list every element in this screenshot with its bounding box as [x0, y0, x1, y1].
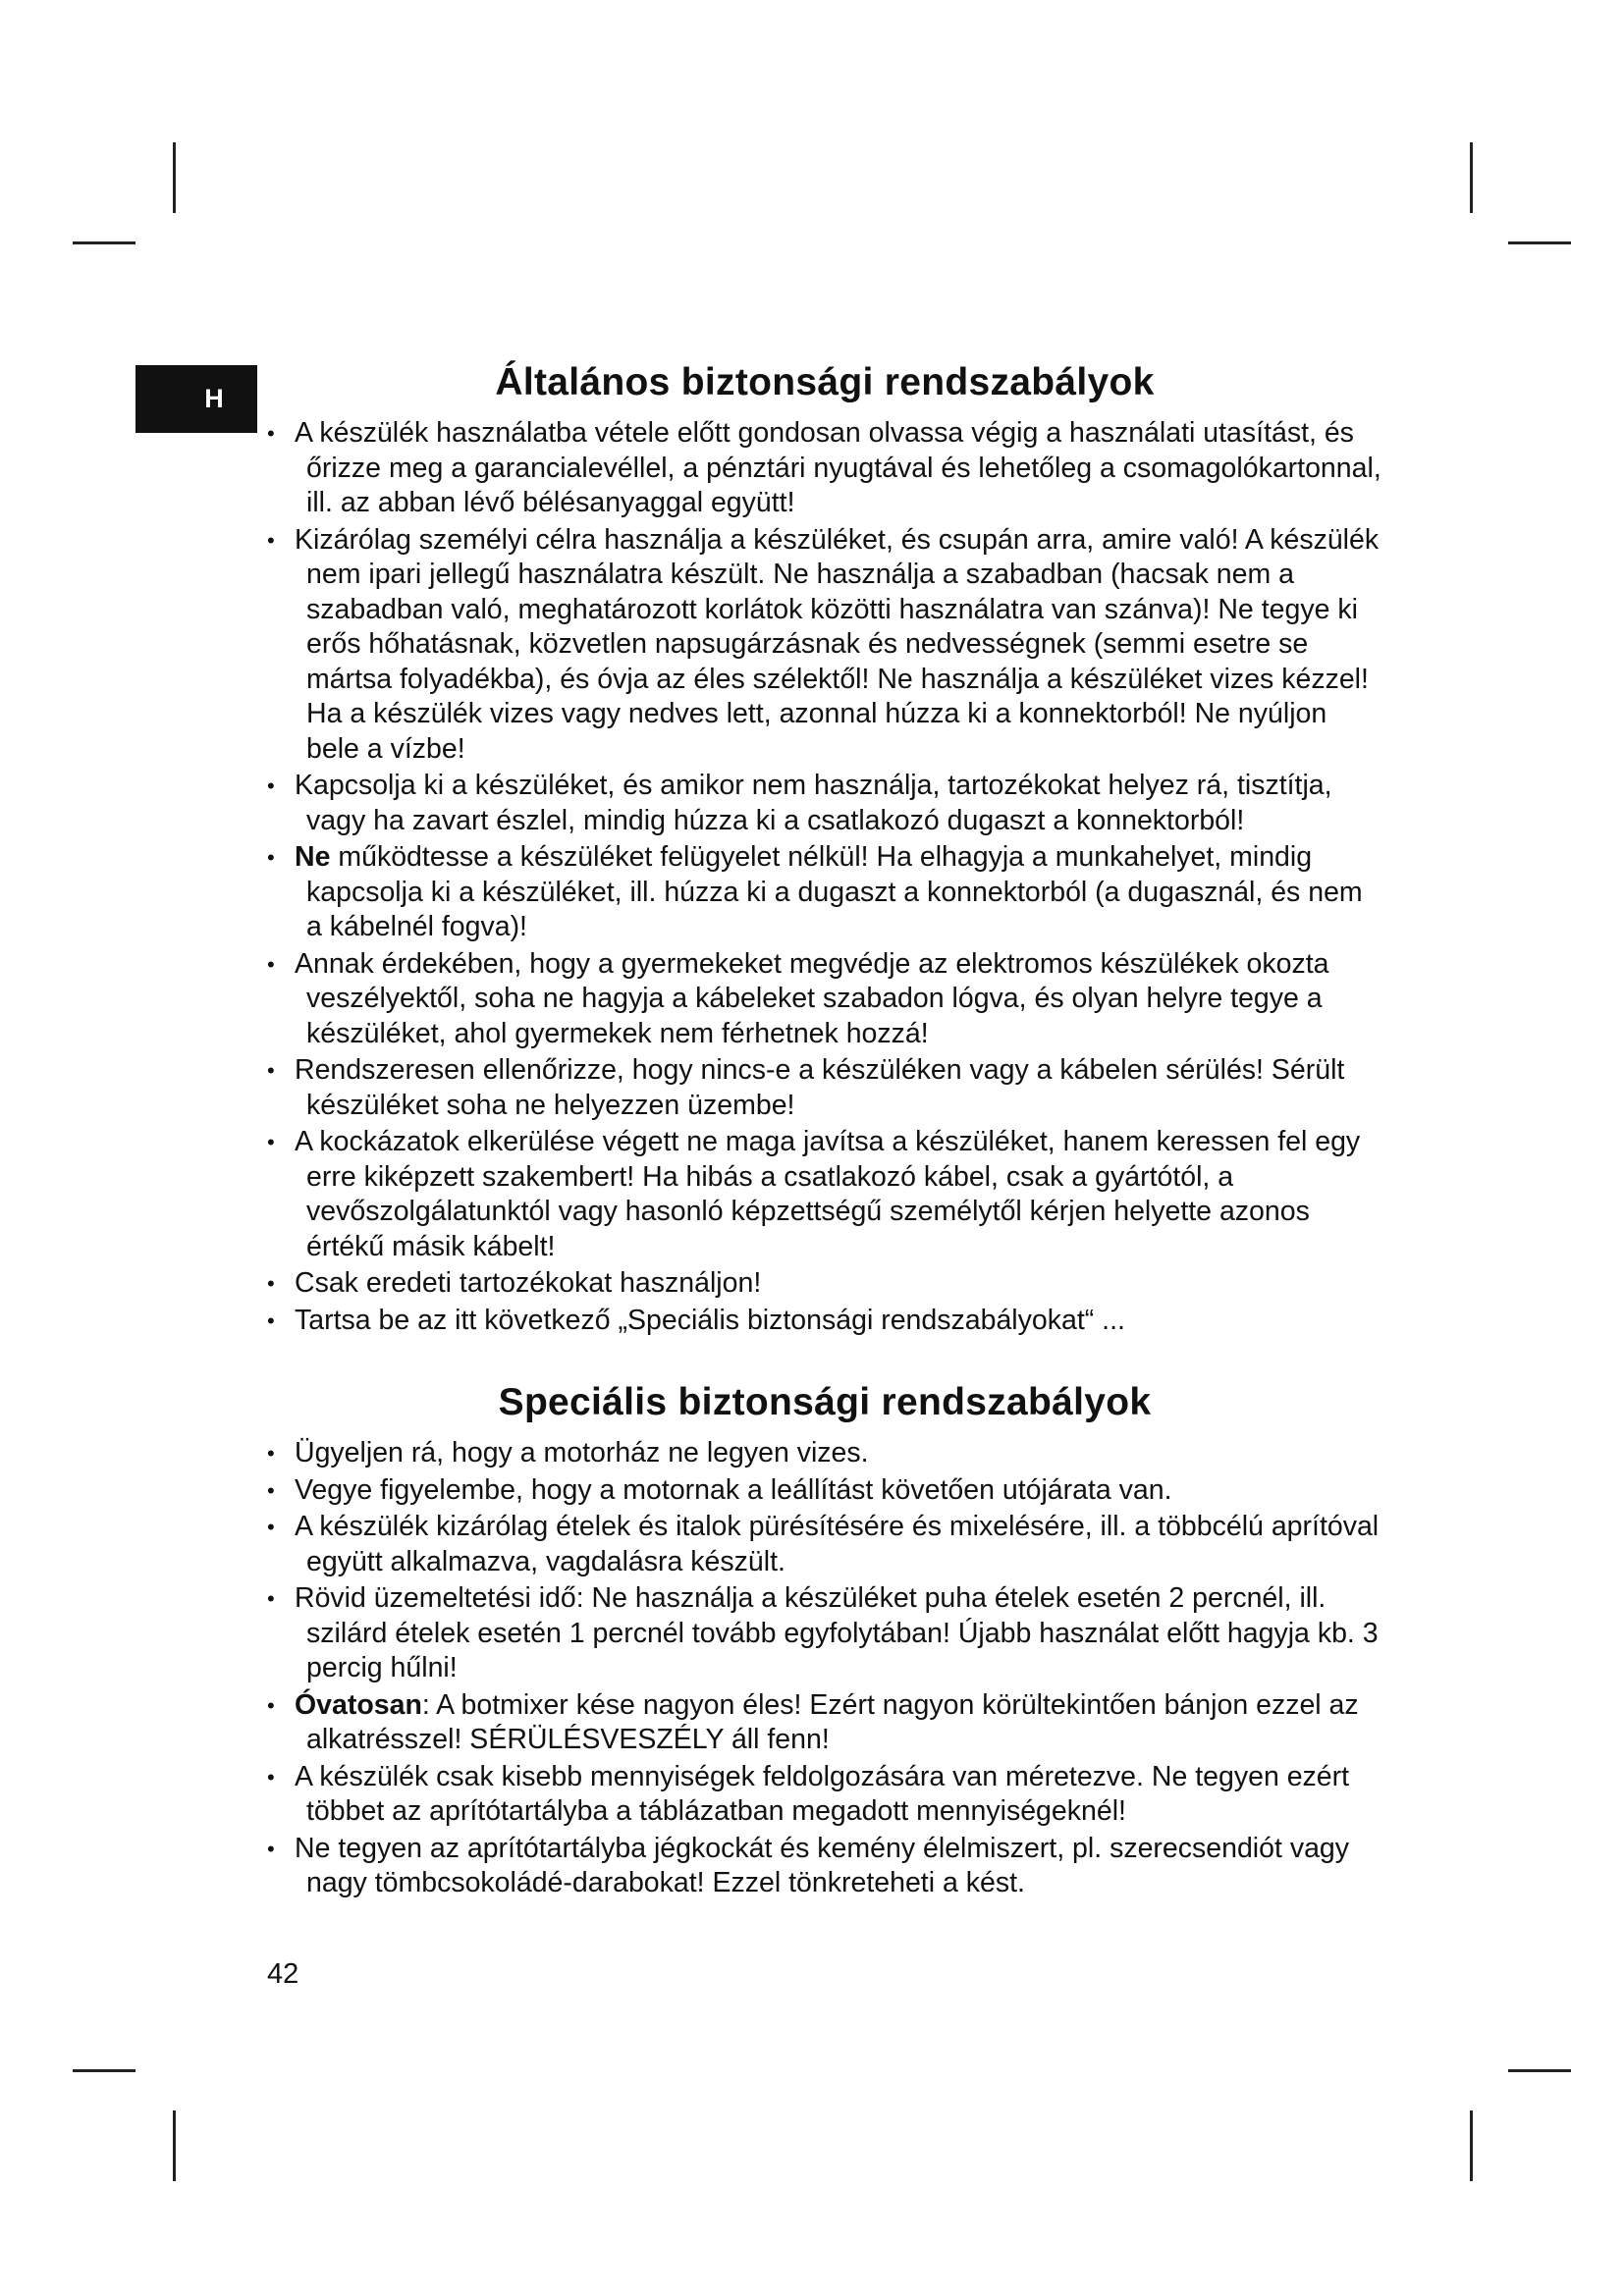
item-lead: Óvatosan — [295, 1688, 422, 1721]
crop-mark-bottom-left-vertical — [173, 2110, 176, 2181]
item-text: Rendszeresen ellenőrizze, hogy nincs-e a készüléken vagy a kábelen sérülés! Sérült készüléket soha ne helyezzen üzembe! — [295, 1054, 1345, 1121]
list-item — [265, 1436, 1384, 1471]
list-item — [265, 416, 1384, 521]
list-item — [265, 769, 1384, 838]
crop-mark-top-left-vertical — [173, 142, 176, 213]
list-item — [265, 947, 1384, 1052]
item-text: A készülék használatba vétele előtt gondosan olvassa végig a használati utasítást, és őrizze meg a garancialevéllel, a pénztári nyugtával és lehetőleg a csomagolókartonnal, ill. az abban lévő bélésanyaggal együtt! — [295, 417, 1381, 518]
section-title-special: Speciális biztonsági rendszabályok — [498, 1381, 1152, 1423]
item-text: Rövid üzemeltetési idő: Ne használja a készüléket puha ételek esetén 2 percnél, ill. szilárd ételek esetén 1 percnél tovább egyfolytában! Újabb használat előtt hagyja kb. 3 percig hűlni! — [295, 1582, 1379, 1683]
crop-mark-bottom-right-horizontal — [1508, 2069, 1571, 2072]
page-content — [265, 355, 1384, 1903]
list-item — [265, 1125, 1384, 1264]
list-item — [265, 523, 1384, 768]
list-item — [265, 1304, 1384, 1339]
crop-mark-bottom-left-horizontal — [73, 2069, 135, 2072]
list-item — [265, 1832, 1384, 1901]
item-text: Kapcsolja ki a készüléket, és amikor nem használja, tartozékokat helyez rá, tisztítja, vagy ha zavart észlel, mindig húzza ki a csatlakozó dugaszt a konnektorból! — [295, 770, 1332, 836]
general-safety-list — [265, 416, 1384, 1338]
list-item — [265, 840, 1384, 945]
page-number: 42 — [267, 1958, 299, 1990]
item-text: A kockázatok elkerülése végett ne maga javítsa a készüléket, hanem keressen fel egy erre kiképzett szakembert! Ha hibás a csatlakozó kábel, csak a gyártótól, a vevőszolgálatunktól vagy hasonló képzettségű személytől kérjen helyette azonos értékű másik kábelt! — [295, 1126, 1361, 1262]
item-text: A készülék csak kisebb mennyiségek feldolgozására van méretezve. Ne tegyen ezért többet az aprítótartályba a táblázatban megadott mennyiségeknél! — [295, 1760, 1350, 1827]
crop-mark-top-right-vertical — [1470, 142, 1473, 213]
crop-mark-top-right-horizontal — [1508, 241, 1571, 244]
item-text: Ne tegyen az aprítótartályba jégkockát és kemény élelmiszert, pl. szerecsendiót vagy nagy tömbcsokoládé-darabokat! Ezzel tönkreteheti a kést. — [295, 1832, 1350, 1898]
list-item — [265, 1510, 1384, 1579]
crop-mark-bottom-right-vertical — [1470, 2110, 1473, 2181]
item-text: Csak eredeti tartozékokat használjon! — [295, 1267, 762, 1299]
language-tab: H — [135, 365, 257, 433]
list-item — [265, 1688, 1384, 1758]
item-text: A készülék kizárólag ételek és italok pürésítésére és mixelésére, ill. a többcélú aprítóval együtt alkalmazva, vagdalásra készült. — [295, 1511, 1380, 1577]
list-item — [265, 1053, 1384, 1123]
item-text: Ügyeljen rá, hogy a motorház ne legyen vizes. — [295, 1437, 869, 1468]
list-item — [265, 1760, 1384, 1830]
list-item — [265, 1473, 1384, 1509]
list-item — [265, 1581, 1384, 1686]
item-text: : A botmixer kése nagyon éles! Ezért nagyon körültekintően bánjon ezzel az alkatrésszel! SÉRÜLÉSVESZÉLY áll fenn! — [306, 1688, 1359, 1755]
list-item — [265, 1266, 1384, 1302]
item-text: Vegye figyelembe, hogy a motornak a leállítást követően utójárata van. — [295, 1473, 1172, 1506]
special-safety-list — [265, 1436, 1384, 1901]
item-text: működtesse a készüléket felügyelet nélkül! Ha elhagyja a munkahelyet, mindig kapcsolja ki a készüléket, ill. húzza ki a dugaszt a konnektorból (a dugasznál, és nem a kábelnél fogva)! — [306, 841, 1363, 942]
section-title-general: Általános biztonsági rendszabályok — [495, 361, 1155, 403]
item-text: Kizárólag személyi célra használja a készüléket, és csupán arra, amire való! A készülék nem ipari jellegű használatra készült. Ne használja a szabadban (hacsak nem a szabadban való, meghatározott korlátok közötti használatra van szánva)! Ne tegye ki erős hőhatásnak, közvetlen napsugárzásnak és nedvességnek (semmi esetre se mártsa folyadékba), és óvja az éles szélektől! Ne használja a készüléket vizes kézzel! Ha a készülék vizes vagy nedves lett, azonnal húzza ki a konnektorból! Ne nyúljon bele a vízbe! — [295, 523, 1380, 765]
item-text: Tartsa be az itt következő „Speciális biztonsági rendszabályokat“ ... — [295, 1304, 1125, 1336]
crop-mark-top-left-horizontal — [73, 241, 135, 244]
item-text: Annak érdekében, hogy a gyermekeket megvédje az elektromos készülékek okozta veszélyektől, soha ne hagyja a kábeleket szabadon lógva, és olyan helyre tegye a készüléket, ahol gyermekek nem férhetnek hozzá! — [295, 947, 1329, 1049]
item-lead: Ne — [295, 841, 331, 873]
